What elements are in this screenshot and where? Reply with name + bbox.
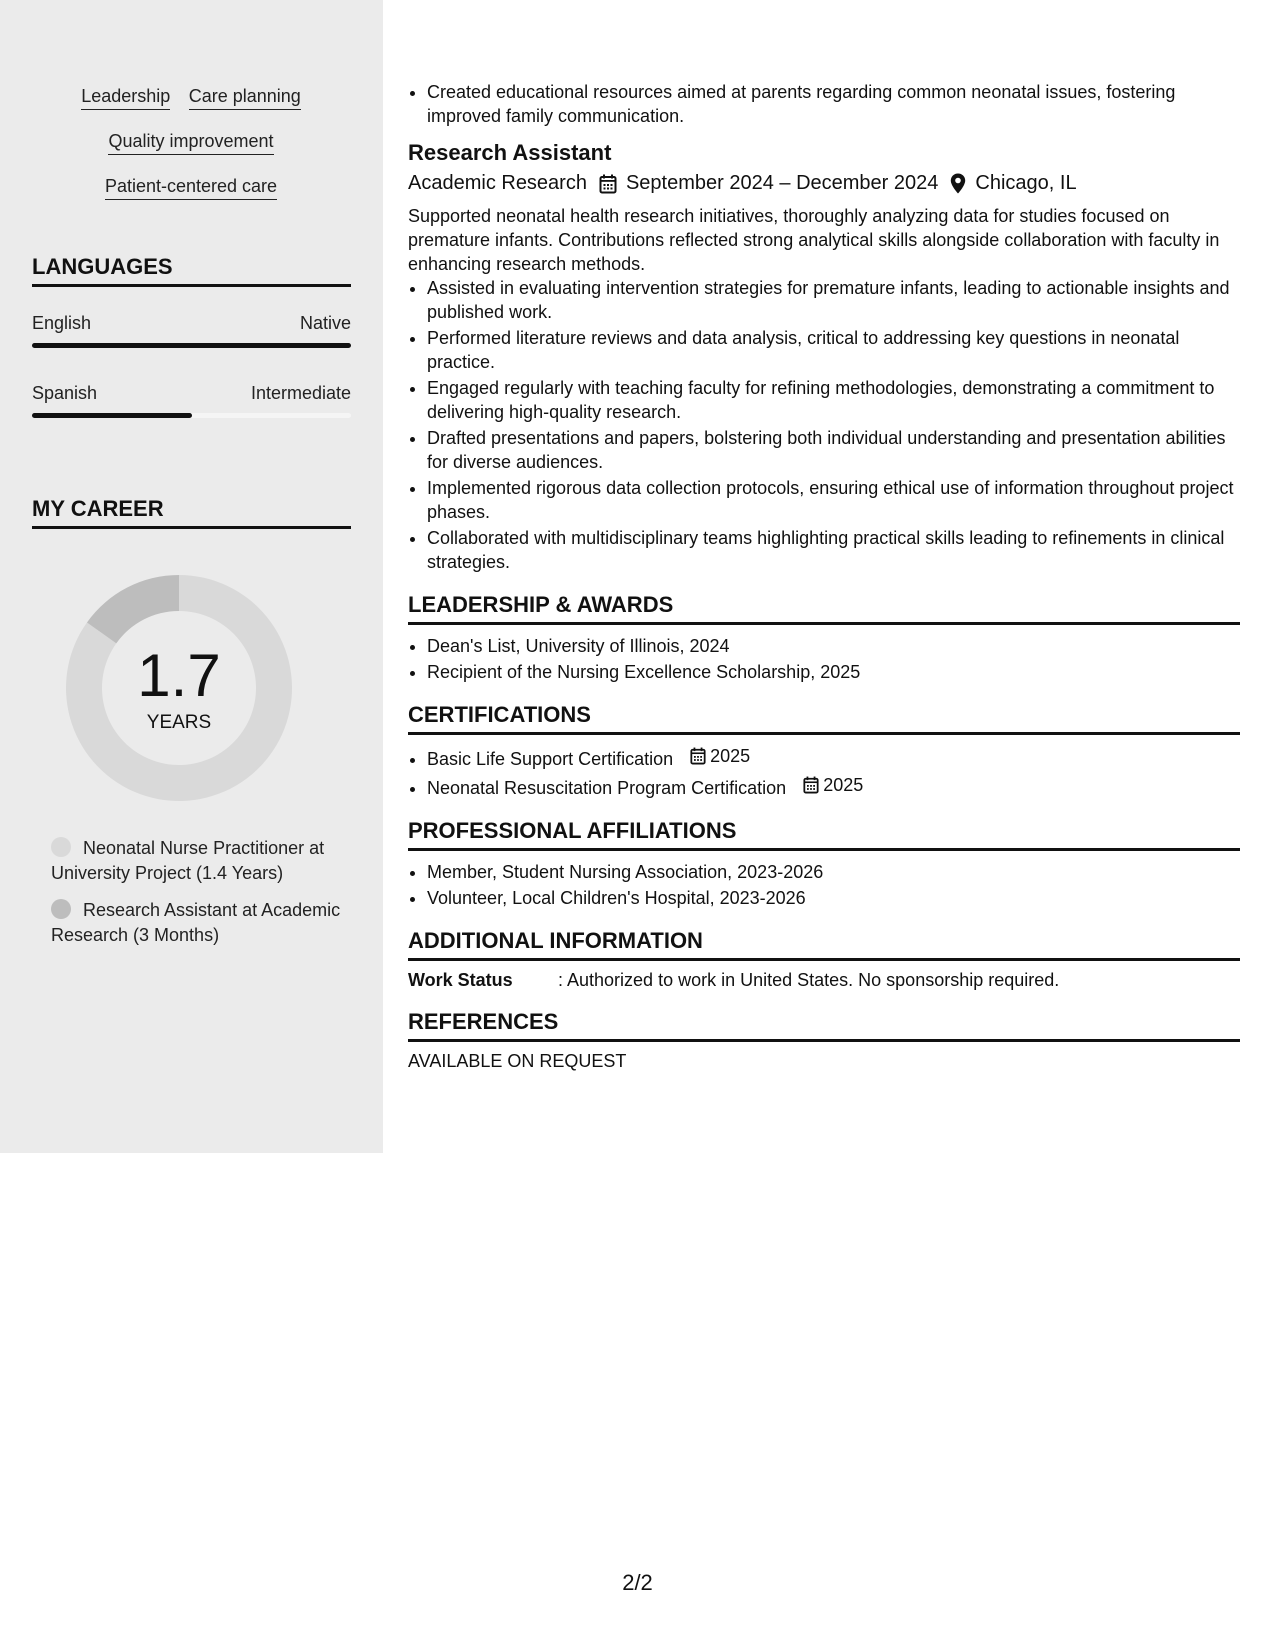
map-pin-icon	[950, 173, 966, 194]
skill-row	[32, 86, 350, 131]
award-item: • Dean's List, University of Illinois, 2024	[427, 634, 1240, 658]
bullet-item: • Performed literature reviews and data analysis, critical to addressing key questions in neonatal practice.	[427, 326, 1240, 374]
language-level: Native	[299, 313, 351, 333]
job-meta	[408, 172, 1240, 195]
language-bar-fill	[32, 413, 192, 418]
skill-tag: Care planning	[189, 86, 301, 110]
calendar-icon	[690, 747, 706, 765]
job-title: Research Assistant	[408, 140, 612, 165]
language-level: Intermediate	[250, 383, 351, 403]
work-status-label: Work Status	[408, 970, 513, 990]
career-legend	[51, 836, 351, 960]
skill-tag: Leadership	[81, 86, 170, 110]
certifications-list	[408, 744, 1240, 800]
bullet-item: • Implemented rigorous data collection protocols, ensuring ethical use of information throughout project phases.	[427, 476, 1240, 524]
bullet-item: • Assisted in evaluating intervention strategies for premature infants, leading to actionable insights and published work.	[427, 276, 1240, 324]
page-number: 2/2	[622, 1570, 653, 1595]
language-item	[32, 313, 351, 348]
awards-list	[408, 634, 1240, 684]
legend-swatch	[51, 899, 71, 919]
certifications-heading: CERTIFICATIONS	[408, 702, 1240, 735]
career-heading: MY CAREER	[32, 496, 351, 529]
work-status-value: : Authorized to work in United States. No sponsorship required.	[558, 970, 1060, 990]
calendar-icon	[599, 174, 617, 194]
awards-heading: LEADERSHIP & AWARDS	[408, 592, 1240, 625]
career-donut-chart	[66, 575, 292, 801]
certification-item	[427, 773, 1240, 800]
languages-heading: LANGUAGES	[32, 254, 351, 287]
bullet-item: • Engaged regularly with teaching faculty for refining methodologies, demonstrating a commitment to delivering high-quality research.	[427, 376, 1240, 424]
affiliations-list	[408, 860, 1240, 910]
affiliation-item: • Member, Student Nursing Association, 2023-2026	[427, 860, 1240, 884]
language-bar	[32, 413, 351, 418]
language-bar-fill	[32, 343, 351, 348]
skills-list	[32, 86, 350, 221]
references-text: AVAILABLE ON REQUEST	[408, 1051, 627, 1071]
skill-tag: Quality improvement	[108, 131, 273, 155]
job-location: Chicago, IL	[975, 172, 1077, 194]
legend-swatch	[51, 837, 71, 857]
career-legend-label: Neonatal Nurse Practitioner at University Project (1.4 Years)	[51, 838, 325, 883]
skill-tag: Patient-centered care	[105, 176, 277, 200]
language-name: English	[32, 313, 92, 333]
award-item: • Recipient of the Nursing Excellence Scholarship, 2025	[427, 660, 1240, 684]
bullet-item: • Collaborated with multidisciplinary teams highlighting practical skills leading to refinements in clinical strategies.	[427, 526, 1240, 574]
bullet-item: • Created educational resources aimed at parents regarding common neonatal issues, fostering improved family communication.	[427, 80, 1240, 128]
job-dates: September 2024 – December 2024	[625, 172, 939, 194]
job-summary: Supported neonatal health research initiatives, thoroughly analyzing data for studies focused on premature infants. Contributions reflected strong analytical skills alongside collaboration with faculty in enhancing research methods.	[408, 206, 1220, 274]
affiliations-heading: PROFESSIONAL AFFILIATIONS	[408, 818, 1240, 851]
skill-row	[32, 176, 350, 221]
job-company: Academic Research	[408, 172, 587, 194]
sidebar	[0, 0, 383, 1153]
main-content	[408, 80, 1240, 1072]
certification-item	[427, 744, 1240, 771]
skill-row	[32, 131, 350, 176]
previous-job-bullets	[408, 80, 1240, 128]
certification-name: Neonatal Resuscitation Program Certification	[427, 778, 787, 798]
affiliation-item: • Volunteer, Local Children's Hospital, 2023-2026	[427, 886, 1240, 910]
work-status-row	[408, 970, 1240, 991]
language-bar	[32, 343, 351, 348]
job-bullets	[408, 276, 1240, 574]
certification-year: 2025	[823, 775, 864, 795]
bullet-item: • Drafted presentations and papers, bolstering both individual understanding and presentation abilities for diverse audiences.	[427, 426, 1240, 474]
certification-year: 2025	[710, 746, 751, 766]
career-total-unit: YEARS	[146, 712, 212, 733]
career-legend-item	[51, 836, 351, 886]
language-item	[32, 383, 351, 418]
career-legend-item	[51, 898, 351, 948]
certification-name: Basic Life Support Certification	[427, 749, 674, 769]
calendar-icon	[803, 776, 819, 794]
career-total-years: 1.7	[137, 642, 221, 709]
career-legend-label: Research Assistant at Academic Research (3 Months)	[51, 900, 341, 945]
additional-info-heading: ADDITIONAL INFORMATION	[408, 928, 1240, 961]
language-name: Spanish	[32, 383, 98, 403]
references-heading: REFERENCES	[408, 1009, 1240, 1042]
